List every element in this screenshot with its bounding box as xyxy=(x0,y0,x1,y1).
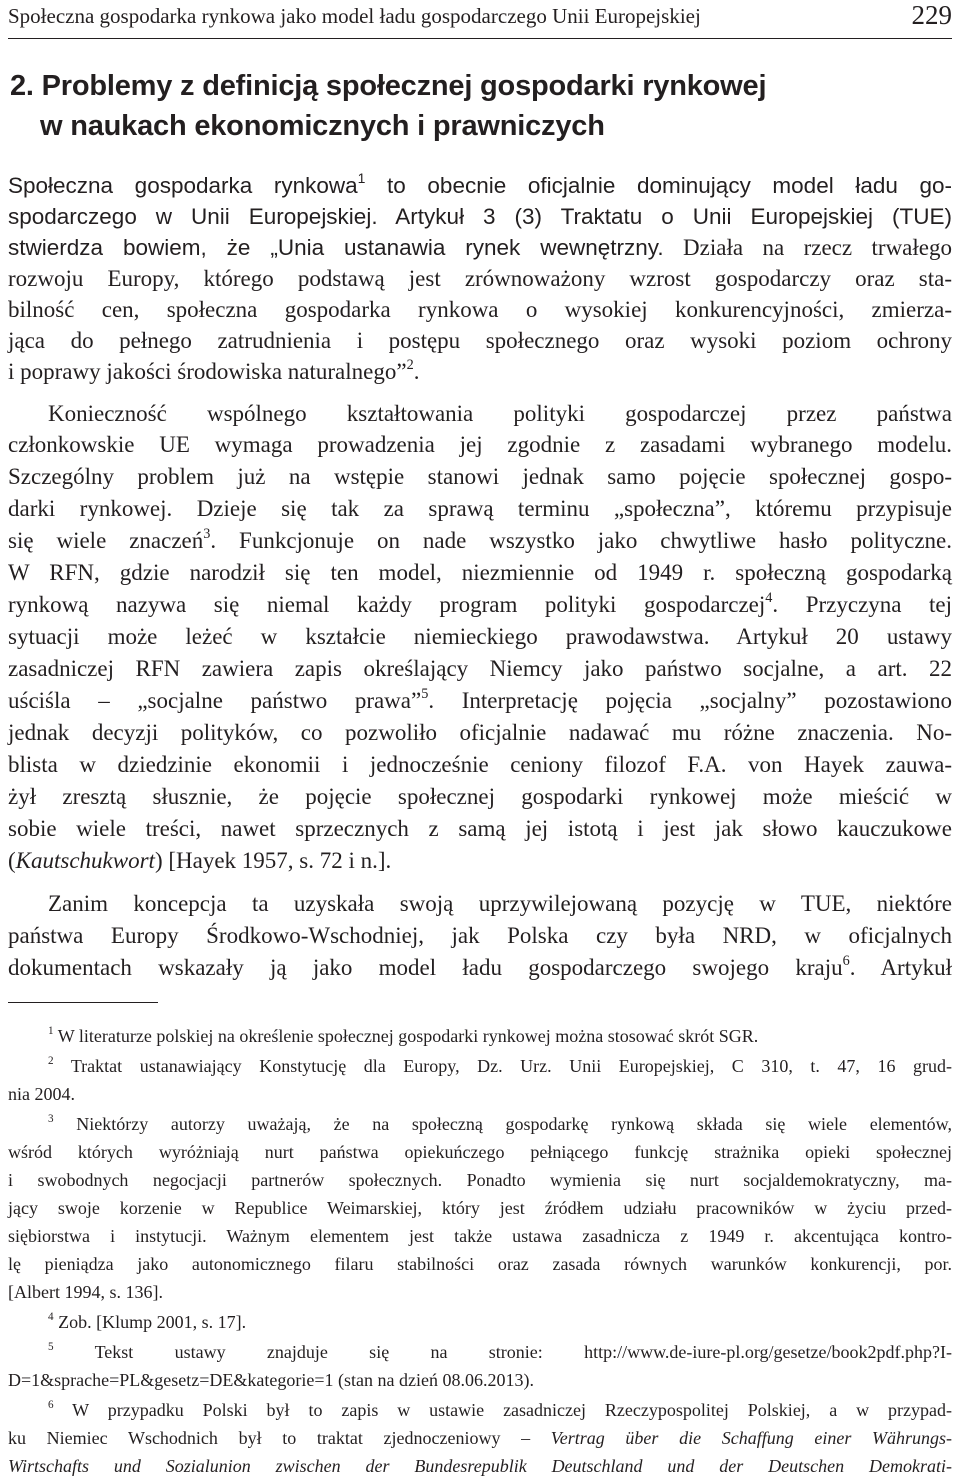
footnote-url-text: Tekst ustawy znajduje się na stronie: http://www.de-iure-pl.org/gesetze/book2pdf.php?I- xyxy=(94,1342,952,1362)
footnote-line: jący swoje korzenie w Republice Weimarskiej, który jest źródłem udziału pracowników w życiu przed- xyxy=(8,1198,952,1218)
body-line: dokumentach wskazały ją jako model ładu gospodarczego swojego kraju$^6$. Artykuł xyxy=(8,952,952,980)
footnote-divider xyxy=(8,1002,158,1003)
body-line: stwierdza bowiem, że „Unia ustanawia rynek wewnętrzny. Działa na rzecz trwałego xyxy=(8,235,952,260)
footnote-line: $^1$ W literaturze polskiej na określenie społecznej gospodarki rynkowej można stosować skrót SGR. xyxy=(48,1024,759,1046)
body-line: bilność cen, społeczna gospodarka rynkowa o wysokiej konkurencyjności, zmierza- xyxy=(8,297,952,322)
running-header xyxy=(8,2,952,39)
body-line: sobie wiele treści, nawet sprzecznych z samą jej istotą i jest jak słowo kauczukowe xyxy=(8,816,952,841)
footnote-line: $^3$ Niektórzy autorzy uważają, że na społeczną gospodarkę rynkową składa się wiele elementów, xyxy=(48,1112,952,1134)
body-line: zasadniczej RFN zawiera zapis określający Niemcy jako państwo socjalne, a art. 22 xyxy=(8,656,952,681)
section-heading xyxy=(10,66,950,146)
footnote-line: $^4$ Zob. [Klump 2001, s. 17]. xyxy=(48,1310,247,1332)
body-line: W RFN, gdzie narodził się ten model, niezmiennie od 1949 r. społeczną gospodarką xyxy=(8,560,952,585)
body-line: Szczególny problem już na wstępie stanowi jednak samo pojęcie społecznej gospo- xyxy=(8,464,952,489)
body-line: żył zresztą słusznie, że pojęcie społecznej gospodarki rynkowej może mieścić w xyxy=(8,784,952,809)
body-line: rozwoju Europy, którego podstawą jest zrównoważony wzrost gospodarczy oraz sta- xyxy=(8,266,952,291)
footnote-line: i swobodnych negocjacji partnerów społecznych. Ponadto wymienia się nurt socjaldemokratyczny, ma- xyxy=(8,1170,952,1190)
body-line: Społeczna gospodarka rynkowa$^1$ to obecnie oficjalnie dominujący model ładu go- xyxy=(8,170,952,198)
footnote-number: 2 xyxy=(48,1054,54,1067)
body-line: rynkową nazywa się niemal każdy program polityki gospodarczej$^4$. Przyczyna tej xyxy=(8,589,953,617)
footnote-number: 5 xyxy=(48,1340,54,1353)
footnote-line xyxy=(8,1338,952,1366)
footnote-line: ku Niemiec Wschodnich był to traktat zjednoczeniowy – Vertrag über die Schaffung einer Währungs- xyxy=(8,1428,952,1448)
footnote-line: nia 2004. xyxy=(8,1084,75,1104)
footnote-ref[interactable]: 4 xyxy=(765,589,773,606)
footnote-ref[interactable]: 5 xyxy=(421,685,429,702)
body-line: darki rynkowej. Dzieje się tak za sprawą terminu „społeczna”, któremu przypisuje xyxy=(8,496,952,521)
body-line: i poprawy jakości środowiska naturalnego”$^2$. xyxy=(8,356,420,384)
section-heading-line: w naukach ekonomicznych i prawniczych xyxy=(40,110,605,142)
section-heading-line: 2. Problemy z definicją społecznej gospodarki rynkowej xyxy=(10,70,767,102)
footnote-number: 4 xyxy=(48,1310,54,1323)
footnote-line: wśród których wyróżniają nurt państwa opiekuńczego pełniącego funkcję strażnika opieki społecznej xyxy=(8,1142,952,1162)
body-line: Zanim koncepcja ta uzyskała swoją uprzywilejowaną pozycję w TUE, niektóre xyxy=(48,891,952,916)
body-line: się wiele znaczeń$^3$. Funkcjonuje on nade wszystko jako chwytliwe hasło polityczne. xyxy=(8,525,952,553)
footnote-number: 1 xyxy=(48,1024,54,1037)
footnote-line: [Albert 1994, s. 136]. xyxy=(8,1282,163,1302)
italic-term: Kautschukwort xyxy=(15,848,155,873)
body-line: sytuacji może leżeć w kształcie niemieckiego prawodawstwa. Artykuł 20 ustawy xyxy=(8,624,952,649)
body-line: państwa Europy Środkowo-Wschodniej, jak Polska czy była NRD, w oficjalnych xyxy=(8,923,952,948)
footnote-ref[interactable]: 1 xyxy=(357,170,366,187)
footnote-number: 3 xyxy=(48,1112,54,1125)
running-title: Społeczna gospodarka rynkowa jako model ładu gospodarczego Unii Europejskiej xyxy=(8,4,701,28)
body-line: (Kautschukwort) [Hayek 1957, s. 72 i n.]. xyxy=(8,848,392,873)
body-line: członkowskie UE wymaga prowadzenia jej zgodnie z zasadami wybranego modelu. xyxy=(8,432,952,457)
footnote-ref[interactable]: 2 xyxy=(406,356,414,373)
footnote-line: $^6$ W przypadku Polski był to zapis w ustawie zasadniczej Rzeczypospolitej Polskiej, a w przypad- xyxy=(48,1398,952,1420)
body-line: jąca do pełnego zatrudnienia i postępu społecznego oraz wysoki poziom ochrony xyxy=(8,328,952,353)
body-line: blista w dziedzinie ekonomii i jednocześnie ceniony filozof F.A. von Hayek zauwa- xyxy=(8,752,952,777)
page-number: 229 xyxy=(911,0,952,30)
footnote-ref[interactable]: 3 xyxy=(203,525,211,542)
footnote-ref[interactable]: 6 xyxy=(842,952,850,969)
footnote-line: Wirtschafts und Sozialunion zwischen der Bundesrepublik Deutschland und der Deutschen Demokrati- xyxy=(8,1456,952,1476)
body-line: Konieczność wspólnego kształtowania polityki gospodarczej przez państwa xyxy=(48,401,952,426)
body-line: spodarczego w Unii Europejskiej. Artykuł 3 (3) Traktatu o Unii Europejskiej (TUE) xyxy=(8,204,952,229)
footnote-line: lę pieniądza jako autonomicznego filaru stabilności oraz zasada równych warunków konkurencji, por. xyxy=(8,1254,952,1274)
footnote-line: $^2$ Traktat ustanawiający Konstytucję dla Europy, Dz. Urz. Unii Europejskiej, C 310, t. 47, 16 grud- xyxy=(48,1054,952,1076)
footnote-line: siębiorstwa i instytucji. Ważnym elementem jest także ustawa zasadnicza z 1949 r. akcentująca kontro- xyxy=(8,1226,952,1246)
footnote-number: 6 xyxy=(48,1398,54,1411)
footnote-line: D=1&sprache=PL&gesetz=DE&kategorie=1 (stan na dzień 08.06.2013). xyxy=(8,1370,534,1390)
body-line: jednak decyzji polityków, co pozwoliło oficjalnie nadawać mu różne znaczenia. No- xyxy=(8,720,952,745)
body-line: uściśla – „socjalne państwo prawa”$^5$. Interpretację pojęcia „socjalny” pozostawiono xyxy=(8,685,953,713)
